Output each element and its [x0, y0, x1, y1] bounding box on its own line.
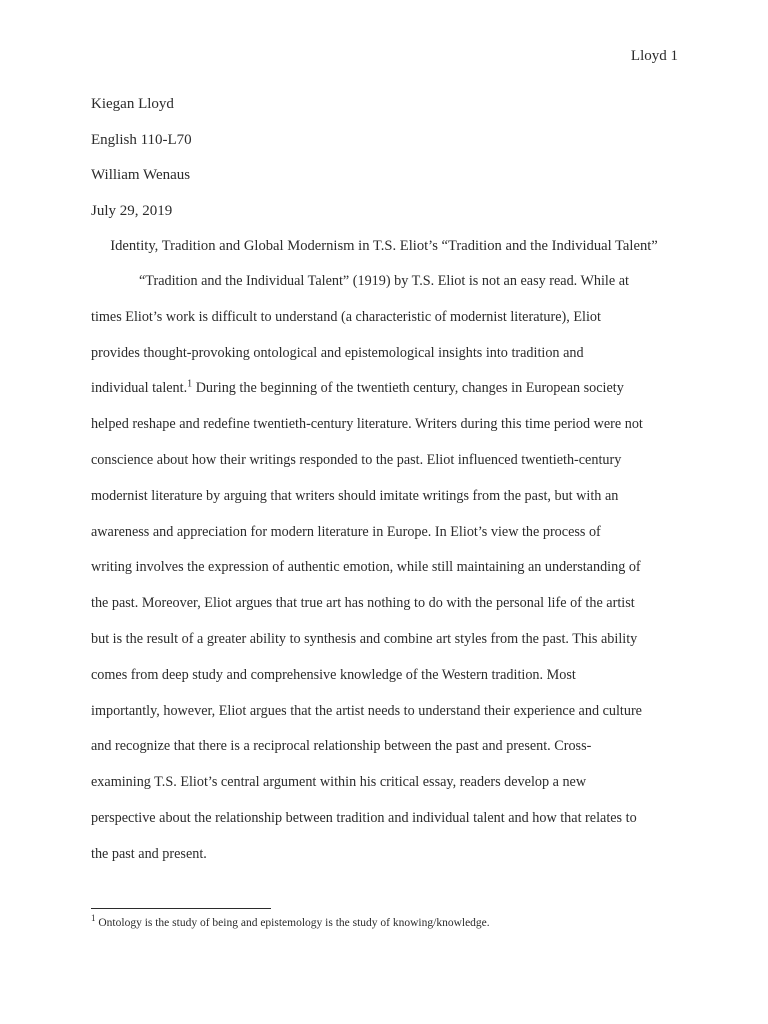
body-line: writing involves the expression of authentic emotion, while still maintaining an understanding of	[91, 559, 641, 576]
footnote-marker: 1	[91, 913, 96, 924]
body-line-continuation: During the beginning of the twentieth century, changes in European society	[192, 380, 624, 397]
document-date: July 29, 2019	[91, 203, 173, 219]
author-name: Kiegan Lloyd	[91, 96, 174, 112]
body-line: helped reshape and redefine twentieth-century literature. Writers during this time period were not	[91, 416, 643, 433]
body-line-with-footnote	[91, 373, 691, 409]
body-line: “Tradition and the Individual Talent” (1919) by T.S. Eliot is not an easy read. While at	[139, 273, 629, 289]
footnote-reference[interactable]: 1	[187, 378, 193, 390]
body-line: and recognize that there is a reciprocal relationship between the past and present. Cross-	[91, 738, 592, 755]
running-head: Lloyd 1	[630, 48, 678, 64]
instructor-name: William Wenaus	[91, 167, 191, 183]
body-line-text: individual talent.	[91, 380, 188, 397]
body-line: the past and present.	[91, 845, 207, 862]
body-line: but is the result of a greater ability to synthesis and combine art styles from the past. This ability	[91, 630, 638, 647]
body-line: perspective about the relationship between tradition and individual talent and how that relates to	[91, 809, 637, 826]
body-line: provides thought-provoking ontological and epistemological insights into tradition and	[91, 344, 584, 361]
essay-body	[91, 266, 691, 875]
body-line: conscience about how their writings responded to the past. Eliot influenced twentieth-century	[91, 451, 622, 468]
body-line: awareness and appreciation for modern literature in Europe. In Eliot’s view the process of	[91, 523, 601, 540]
body-line: examining T.S. Eliot’s central argument within his critical essay, readers develop a new	[91, 774, 587, 791]
body-line: modernist literature by arguing that writers should imitate writings from the past, but with an	[91, 487, 619, 504]
essay-title: Identity, Tradition and Global Modernism in T.S. Eliot’s “Tradition and the Individual Talent”	[110, 238, 658, 254]
body-line: importantly, however, Eliot argues that the artist needs to understand their experience and culture	[91, 702, 642, 719]
course-name: English 110-L70	[91, 132, 192, 148]
body-line: comes from deep study and comprehensive knowledge of the Western tradition. Most	[91, 666, 576, 683]
body-line: the past. Moreover, Eliot argues that true art has nothing to do with the personal life of the artist	[91, 595, 635, 612]
body-line: times Eliot’s work is difficult to understand (a characteristic of modernist literature), Eliot	[91, 308, 601, 325]
footnote	[91, 915, 490, 931]
footnote-separator	[91, 908, 271, 909]
footnote-text: Ontology is the study of being and epistemology is the study of knowing/knowledge.	[95, 917, 490, 929]
